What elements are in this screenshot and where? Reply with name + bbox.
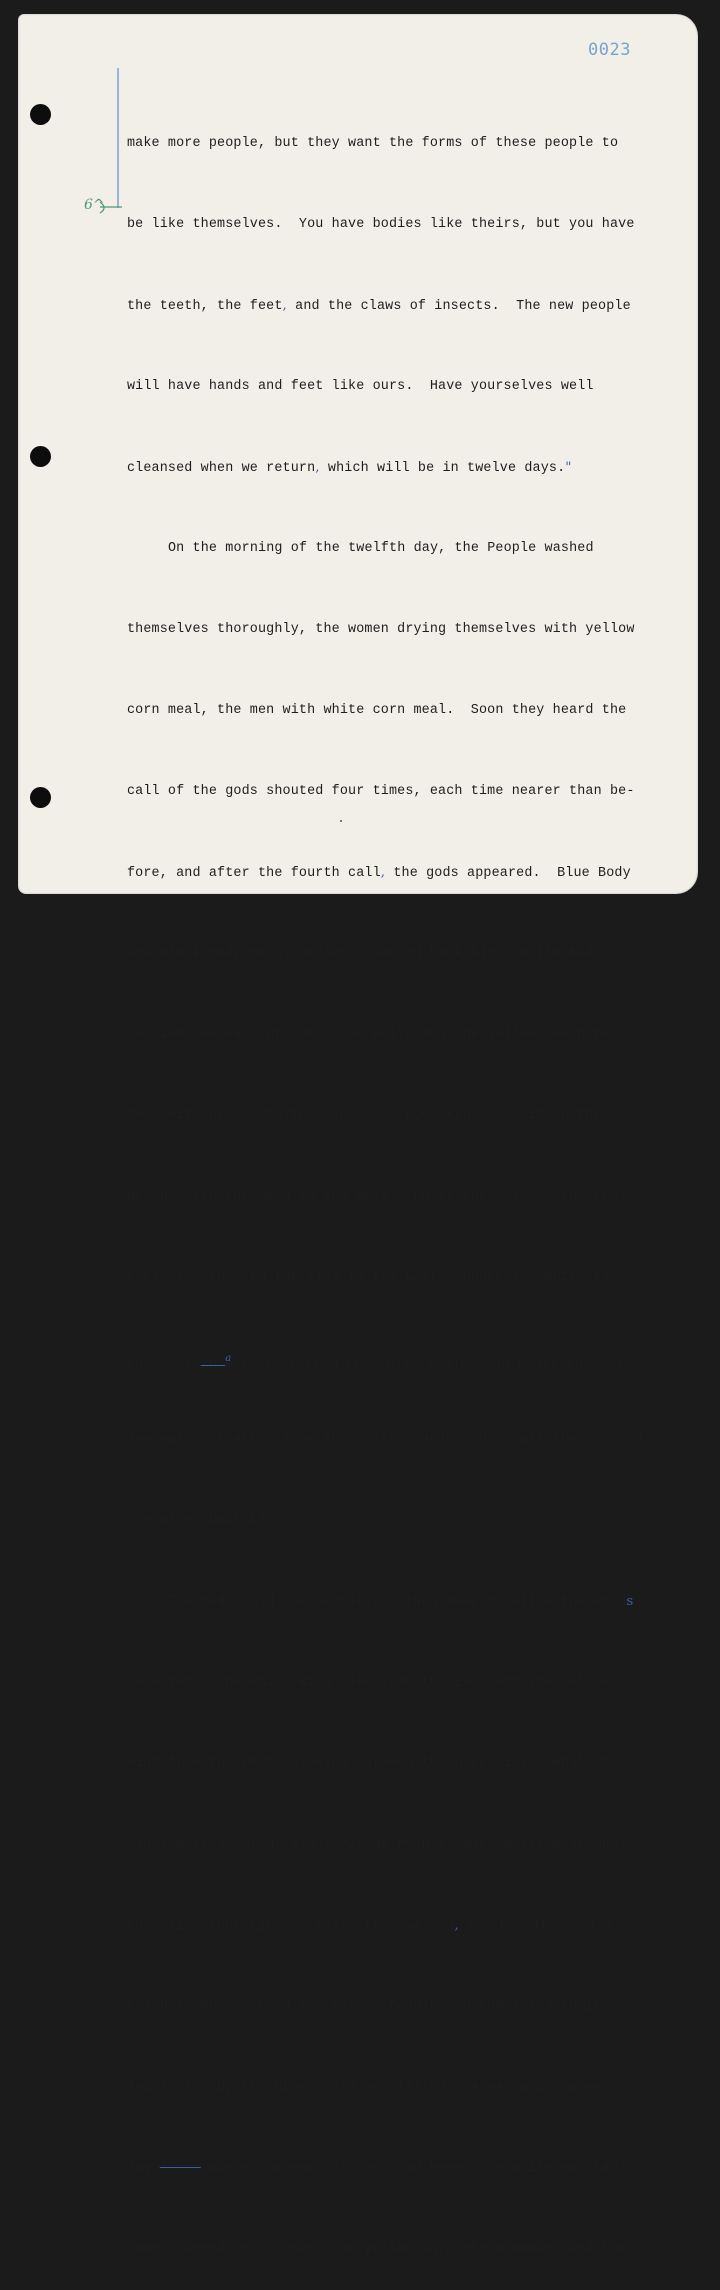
margin-bracket-line xyxy=(117,68,119,208)
text-line: Wind from the West, blowing between the buckskins. While the xyxy=(127,1756,627,1771)
text-line: they put the$^a$ feather from the white eagle, and under the yel- xyxy=(127,1353,633,1374)
text-line: call of the gods shouted four times, each time nearer than be- xyxy=(127,784,635,799)
binder-hole-bottom xyxy=(30,787,51,808)
stray-mark xyxy=(340,820,342,822)
text-line: fect with grains to the tip. One buckskin was laid on the xyxy=(127,1108,602,1123)
binder-hole-top xyxy=(30,104,51,125)
quote-mark: " xyxy=(565,460,572,475)
text-line: the teeth, the feet, and the claws of insects. The new people xyxy=(127,298,631,314)
inserted-word: a xyxy=(225,1353,232,1364)
insert-comma-mark: , xyxy=(380,865,386,880)
insert-comma-mark: , xyxy=(454,1918,459,1933)
text-line: and Black Body each carried a sacred buckskin. White Body xyxy=(127,946,602,961)
struck-word: the xyxy=(200,1359,226,1374)
struck-word: there xyxy=(159,2161,201,2176)
paragraph-start: The gods told the People to stand away to allow the Winds xyxy=(168,1594,634,1610)
text-line: fore, and after the fourth call, the gods appeared. Blue Body xyxy=(127,865,631,881)
text-line: ears of corn with the tips to the East. Under the white ear xyxy=(127,1270,619,1285)
text-line: cleansed when we return, which will be in twelve days." xyxy=(127,460,572,476)
text-line: lay there where the ears of corn had been; the white ear had xyxy=(127,2161,619,2176)
document-body xyxy=(127,76,647,2290)
text-line: to enter. The White Wind blew from the East and the Yellow xyxy=(127,1675,610,1690)
text-line: the other buckskin. xyxy=(127,1513,283,1528)
text-line: low ear, a feather from the yellow eagle. Over all they spread xyxy=(127,1432,643,1447)
text-line: corn meal, the men with white corn meal. Soon they heard the xyxy=(127,703,627,718)
text-line: the skins four times. While they walked, the People saw the xyxy=(127,1918,615,1934)
text-line: Winds were blowing, eight Mirage People came, walking around xyxy=(127,1837,619,1852)
margin-arrow-icon xyxy=(98,198,124,216)
page-number: 0023 xyxy=(588,40,631,60)
text-line: make more people, but they want the forms of these people to xyxy=(127,136,619,151)
insert-comma-mark: , xyxy=(315,460,320,475)
binder-hole-middle xyxy=(30,446,51,467)
text-line: be like themselves. You have bodies like theirs, but you have xyxy=(127,217,635,232)
inserted-letter: s xyxy=(626,1594,634,1609)
text-line: will have hands and feet like ours. Have yourselves well xyxy=(127,379,594,394)
paragraph-start: On the morning of the twelfth day, the People washed xyxy=(168,541,594,556)
text-line: fourth round, the upper skin was lifted. A man and a woman xyxy=(127,2080,610,2095)
text-line: ground with the head to the West. On it they placed the two xyxy=(127,1189,619,1204)
text-line: been changed into a man, the yellow ear into a woman, and the xyxy=(127,2242,627,2257)
text-line: carried two ears of corn, one white and one yellow, each per- xyxy=(127,1027,627,1042)
insert-comma-mark: , xyxy=(282,298,287,313)
text-line: themselves thoroughly, the women drying themselves with yellow xyxy=(127,622,635,637)
margin-annotation: 6^ xyxy=(84,197,105,213)
text-line: feathers move. When the Mirage People had completed their xyxy=(127,1999,602,2014)
